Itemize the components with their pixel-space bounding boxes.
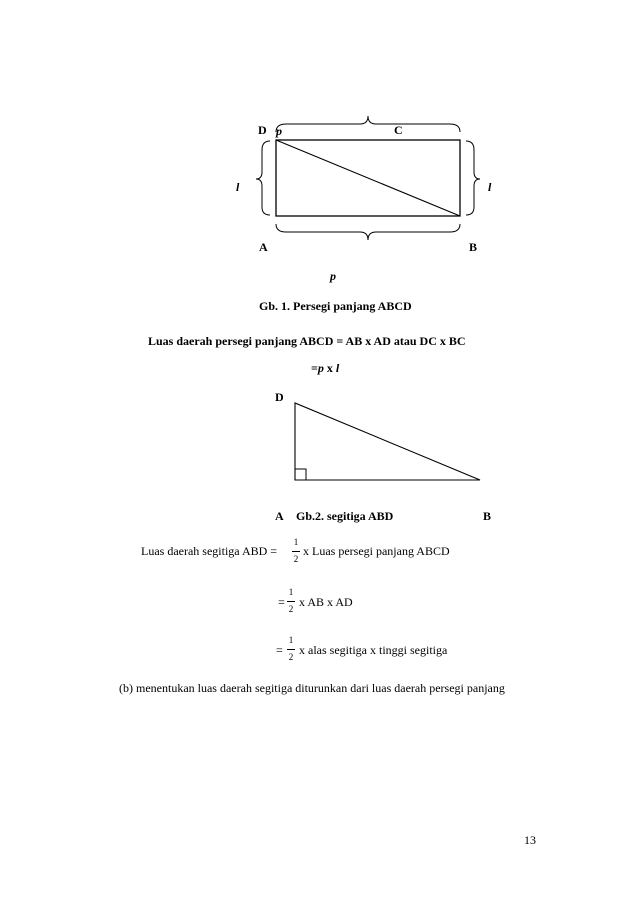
triangle-abd: [295, 403, 480, 480]
figure-2-caption: Gb.2. segitiga ABD: [296, 509, 394, 523]
fraction-bar: [287, 649, 295, 650]
label-b: B: [469, 240, 478, 254]
label-a: A: [259, 240, 268, 254]
label-p-bottom: p: [330, 269, 336, 283]
row3-equals: =: [276, 643, 283, 657]
fraction-denominator: 2: [288, 604, 294, 614]
fraction-bar: [292, 551, 300, 552]
label-l-left: l: [236, 180, 240, 194]
fraction-numerator: 1: [293, 537, 299, 547]
page-number: 13: [524, 833, 536, 847]
label-c: C: [394, 123, 403, 137]
fraction-denominator: 2: [293, 554, 299, 564]
label-d: D: [258, 123, 267, 137]
row2-equals: =: [278, 595, 285, 609]
note-text: (b) menentukan luas daerah segitiga diturunkan dari luas daerah persegi panjang: [119, 681, 505, 695]
triangle-label-a: A: [275, 509, 284, 523]
triangle-area-row1-suffix: x Luas persegi panjang ABCD: [303, 544, 450, 558]
fraction-numerator: 1: [288, 587, 294, 597]
triangle-area-prefix: Luas daerah segitiga ABD =: [141, 544, 278, 558]
formula-rectangle-area: Luas daerah persegi panjang ABCD = AB x AD atau DC x BC: [148, 334, 466, 348]
figure-1-caption: Gb. 1. Persegi panjang ABCD: [259, 299, 412, 313]
fraction-numerator: 1: [288, 635, 294, 645]
fraction-bar: [287, 601, 295, 602]
label-l-right: l: [488, 180, 492, 194]
formula-rectangle-result: =p x l: [311, 361, 340, 375]
triangle-label-b: B: [483, 509, 492, 523]
label-p-top: p: [276, 124, 282, 138]
triangle-area-row3-suffix: x alas segitiga x tinggi segitiga: [299, 643, 448, 657]
right-angle-marker: [295, 469, 306, 480]
fraction-denominator: 2: [288, 652, 294, 662]
triangle-area-row2-suffix: x AB x AD: [299, 595, 353, 609]
triangle-label-d: D: [275, 390, 284, 404]
